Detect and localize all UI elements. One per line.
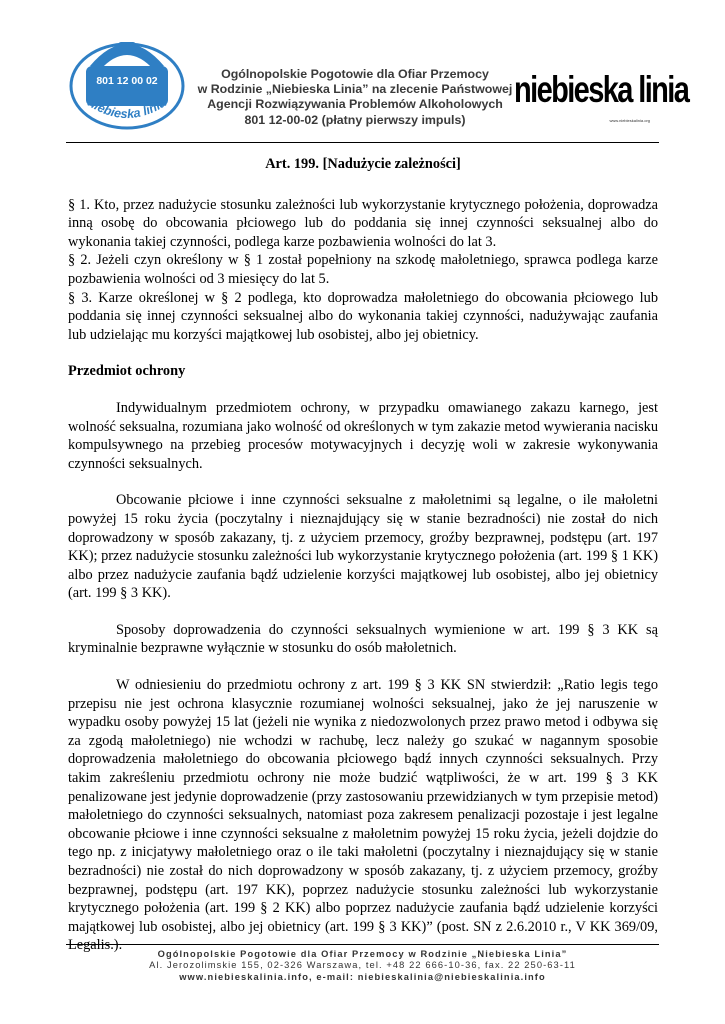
article-paragraph-1: § 1. Kto, przez nadużycie stosunku zależności lub wykorzystanie krytycznego położenia, doprowadza inną osobę do obcowania płciowego lub do poddania się innej czynności seksualnej albo do wykonania takiej czynności, podlega karze pozbawienia wolności do lat 3.: [68, 196, 658, 250]
phone-logo-number: 801 12 00 02: [96, 75, 158, 87]
article-title: Art. 199. [Nadużycie zależności]: [265, 156, 461, 172]
org-line-3: Agencji Rozwiązywania Problemów Alkoholowych: [207, 97, 503, 112]
brand-url: www.niebieskalinia.org: [609, 118, 650, 123]
page-footer: [66, 949, 659, 983]
article-paragraph-2: § 2. Jeżeli czyn określony w § 1 został popełniony na szkodę małoletniego, sprawca podlega karze pozbawienia wolności od 3 miesięcy do lat 5.: [68, 252, 658, 287]
section-heading: Przedmiot ochrony: [68, 363, 186, 380]
org-line-2: w Rodzinie „Niebieska Linia” na zlecenie Państwowej: [197, 82, 513, 97]
phone-logo-text: niebieska linia: [85, 95, 169, 122]
document-body: [68, 155, 658, 955]
org-line-1: Ogólnopolskie Pogotowie dla Ofiar Przemocy: [221, 67, 489, 81]
footer-contact: www.niebieskalinia.info, e-mail: niebieskalinia@niebieskalinia.info: [179, 971, 546, 982]
brand-word: niebieska linia: [514, 70, 689, 111]
header-divider: [66, 142, 659, 143]
brand-logo: [514, 68, 689, 124]
organization-info: [196, 67, 514, 128]
section-paragraph-2: Obcowanie płciowe i inne czynności seksualne z małoletnimi są legalne, o ile małoletni powyżej 15 roku życia (poczytalny i nieznajdujący się w stanie bezradności) nie został do nich doprowadzony w sposób zakazany, tj. z użyciem przemocy, groźby bezprawnej, podstępu (art. 197 KK); przez nadużycie stosunku zależności lub wykorzystanie krytycznego położenia (art. 199 § 1 KK) albo przez nadużycie zaufania bądź udzielenie korzyści majątkowej lub osobistej, albo jej obietnicy (art. 199 § 3 KK).: [68, 492, 658, 602]
page-header: [0, 0, 725, 150]
section-paragraph-3: Sposoby doprowadzenia do czynności seksualnych wymienione w art. 199 § 3 KK są kryminalnie bezprawne wyłącznie w stosunku do osób małoletnich.: [68, 621, 658, 657]
section-paragraph-1: Indywidualnym przedmiotem ochrony, w przypadku omawianego zakazu karnego, jest wolność seksualna, rozumiana jako wolność od określonych w tym zakazie metod wywierania nacisku kompulsywnego na przebieg procesów motywacyjnych i decyzję woli w zakresie wykonywania czynności seksualnych.: [68, 399, 658, 472]
section-paragraph-4: W odniesieniu do przedmiotu ochrony z art. 199 § 3 KK SN stwierdził: „Ratio legis tego przepisu nie jest ochrona klasycznie rozumianej wolności seksualnej, jako że jej naruszenie w wypadku osoby powyżej 15 lat (jeżeli nie wynika z niedozwolonych przez prawo metod i odbywa się za zgodą małoletniego) nie wchodzi w rachubę, lecz należy go szukać w nagannym sposobie doprowadzenia małoletniego do obcowania płciowego bądź innych czynności seksualnych. Przy takim zakreśleniu przedmiotu ochrony nie może budzić wątpliwości, że w art. 199 § 3 KK penalizowane jest jedynie doprowadzenie (przy zastosowaniu przewidzianych w tym przepisie metod) małoletniego do czynności seksualnych, natomiast poza zakresem penalizacji pozostaje i jest legalne obcowanie płciowe i inne czynności seksualne z małoletnim powyżej 15 roku życia, jeżeli dojdzie do tego np. z inicjatywy małoletniego oraz o ile taki małoletni (poczytalny i nieznajdujący się w stanie bezradności) nie został do nich doprowadzony w sposób zakazany, tj. z użyciem przemocy, groźby bezprawnej, podstępu (art. 197 KK), poprzez nadużycie stosunku zależności lub wykorzystanie krytycznego położenia (art. 199 § 2 KK) albo poprzez nadużycie zaufania bądź udzielenie korzyści majątkowej lub osobistej, albo jej obietnicy (art. 199 § 3 KK)” (post. SN z 2.6.2010 r., V KK 369/09, Legalis.).: [68, 677, 658, 954]
article-paragraph-3: § 3. Karze określonej w § 2 podlega, kto doprowadza małoletniego do obcowania płciowego lub poddania się innej czynności seksualnej albo do wykonania takiej czynności, nadużywając zaufania lub udzielając mu korzyści majątkowej lub osobistej, albo jej obietnicy.: [68, 289, 658, 343]
org-line-4: 801 12-00-02 (płatny pierwszy impuls): [244, 112, 466, 127]
footer-divider: [66, 944, 659, 945]
phone-logo: [68, 26, 186, 132]
footer-org: Ogólnopolskie Pogotowie dla Ofiar Przemocy w Rodzinie „Niebieska Linia”: [157, 949, 568, 959]
footer-address: Al. Jerozolimskie 155, 02-326 Warszawa, tel. +48 22 666-10-36, fax. 22 250-63-11: [149, 960, 576, 971]
